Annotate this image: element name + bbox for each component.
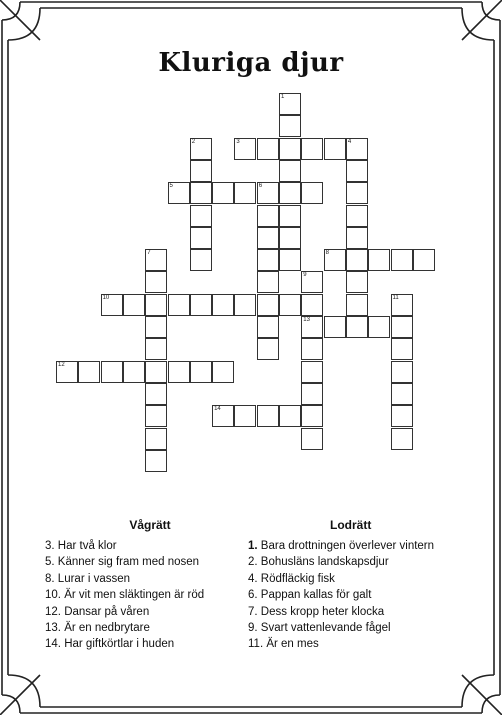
crossword-cell[interactable] (190, 249, 212, 271)
down-clues (248, 518, 458, 653)
crossword-cell[interactable] (257, 138, 279, 160)
crossword-cell[interactable] (145, 271, 167, 293)
across-heading: Vågrätt (129, 518, 171, 532)
crossword-cell[interactable] (391, 428, 413, 450)
clue-down-2 (248, 554, 458, 570)
cell-number: 4 (347, 138, 352, 145)
crossword-cell[interactable] (346, 138, 368, 160)
crossword-cell[interactable] (301, 383, 323, 405)
crossword-cell[interactable] (190, 294, 212, 316)
clue-down-9 (248, 620, 458, 636)
crossword-cell[interactable] (123, 361, 145, 383)
crossword-cell[interactable] (190, 227, 212, 249)
crossword-cell[interactable] (279, 182, 301, 204)
crossword-cell[interactable] (234, 138, 256, 160)
clue-number: 10. (45, 589, 61, 602)
crossword-cell[interactable] (391, 361, 413, 383)
cell-number: 12 (58, 361, 65, 368)
clue-text: Har giftkörtlar i huden (64, 638, 175, 651)
clue-across-10 (45, 587, 255, 603)
crossword-cell[interactable] (324, 138, 346, 160)
crossword-cell[interactable] (346, 205, 368, 227)
crossword-cell[interactable] (101, 361, 123, 383)
crossword-cell[interactable] (168, 294, 190, 316)
crossword-cell[interactable] (168, 361, 190, 383)
crossword-cell[interactable] (301, 428, 323, 450)
crossword-cell[interactable] (123, 294, 145, 316)
clue-text: Bara drottningen överlever vintern (260, 540, 435, 552)
crossword-cell[interactable] (257, 271, 279, 293)
crossword-cell[interactable] (257, 182, 279, 204)
crossword-cell[interactable] (257, 205, 279, 227)
clue-down-6 (248, 587, 458, 603)
cell-number: 10 (102, 294, 110, 301)
crossword-cell[interactable] (279, 93, 301, 115)
clue-text: Är vit men släktingen är röd (64, 589, 205, 602)
cell-number: 9 (303, 272, 307, 279)
crossword-cell[interactable] (346, 182, 368, 204)
clue-down-4 (248, 571, 458, 587)
clue-across-3 (45, 538, 255, 554)
crossword-cell[interactable] (391, 316, 413, 338)
cell-number: 3 (236, 138, 240, 145)
crossword-cell[interactable] (234, 405, 256, 427)
cell-number: 6 (258, 183, 263, 190)
crossword-cell[interactable] (145, 383, 167, 405)
crossword-cell[interactable] (346, 271, 368, 293)
clue-text: Är en mes (266, 638, 319, 651)
clue-down-1 (248, 538, 458, 554)
clue-text: Pappan kallas för galt (260, 589, 372, 602)
crossword-cell[interactable] (190, 160, 212, 182)
down-heading: Lodrätt (330, 518, 372, 532)
cell-number: 2 (191, 138, 196, 145)
clue-text: Lurar i vassen (57, 572, 131, 585)
crossword-cell[interactable] (190, 182, 212, 204)
crossword-cell[interactable] (413, 249, 435, 271)
crossword-cell[interactable] (301, 361, 323, 383)
clue-number: 3. (45, 540, 55, 552)
crossword-cell[interactable] (301, 316, 323, 338)
crossword-cell[interactable] (301, 338, 323, 360)
clue-across-14 (45, 636, 255, 652)
clue-across-5 (45, 554, 255, 570)
crossword-cell[interactable] (257, 338, 279, 360)
crossword-cell[interactable] (279, 160, 301, 182)
clue-number: 2. (248, 556, 258, 569)
clue-number: 7. (248, 605, 258, 618)
crossword-cell[interactable] (279, 205, 301, 227)
clue-number: 1. (248, 540, 258, 552)
clue-text: Känner sig fram med nosen (57, 556, 200, 569)
crossword-cell[interactable] (145, 338, 167, 360)
crossword-cell[interactable] (78, 361, 100, 383)
clue-text: Dess kropp heter klocka (260, 605, 385, 618)
cell-number: 14 (214, 406, 221, 413)
clue-text: Bohusläns landskapsdjur (260, 556, 389, 569)
crossword-cell[interactable] (145, 361, 167, 383)
crossword-cell[interactable] (346, 249, 368, 271)
crossword-cell[interactable] (145, 294, 167, 316)
crossword-cell[interactable] (257, 294, 279, 316)
crossword-cell[interactable] (391, 294, 413, 316)
clue-number: 6. (248, 589, 258, 602)
crossword-cell[interactable] (145, 450, 167, 472)
crossword-cell[interactable] (279, 405, 301, 427)
page-title: Kluriga djur (158, 48, 344, 78)
cell-number: 11 (392, 294, 399, 301)
crossword-cell[interactable] (168, 182, 190, 204)
clue-across-13 (45, 620, 255, 636)
crossword-cell[interactable] (391, 249, 413, 271)
clue-down-7 (248, 604, 458, 620)
crossword-cell[interactable] (101, 294, 123, 316)
cell-number: 1 (281, 94, 285, 100)
clue-number: 14. (45, 638, 61, 651)
clue-number: 11. (248, 638, 264, 651)
crossword-cell[interactable] (257, 405, 279, 427)
crossword-cell[interactable] (190, 361, 212, 383)
cell-number: 13 (303, 317, 310, 323)
clue-number: 12. (45, 605, 61, 618)
crossword-cell[interactable] (257, 249, 279, 271)
cell-number: 7 (147, 250, 151, 257)
crossword-cell[interactable] (324, 249, 346, 271)
clue-number: 4. (248, 572, 258, 585)
clue-number: 9. (248, 621, 258, 634)
crossword-cell[interactable] (56, 361, 78, 383)
clue-text: Svart vattenlevande fågel (260, 621, 391, 634)
crossword-cell[interactable] (368, 249, 390, 271)
clue-number: 8. (45, 572, 55, 585)
clue-text: Har två klor (57, 540, 117, 552)
cell-number: 8 (325, 250, 329, 257)
crossword-cell[interactable] (279, 115, 301, 137)
crossword-cell[interactable] (145, 249, 167, 271)
clue-across-12 (45, 604, 255, 620)
crossword-cell[interactable] (346, 160, 368, 182)
clue-across-8 (45, 571, 255, 587)
crossword-cell[interactable] (279, 227, 301, 249)
crossword-cell[interactable] (257, 316, 279, 338)
crossword-cell[interactable] (301, 405, 323, 427)
crossword-cell[interactable] (368, 316, 390, 338)
clue-down-11 (248, 636, 458, 652)
crossword-cell[interactable] (324, 316, 346, 338)
crossword-cell[interactable] (301, 294, 323, 316)
clue-text: Dansar på våren (64, 605, 150, 618)
crossword-cell[interactable] (212, 294, 234, 316)
crossword-cell[interactable] (301, 271, 323, 293)
crossword-cell[interactable] (234, 182, 256, 204)
crossword-cell[interactable] (145, 316, 167, 338)
crossword-cell[interactable] (234, 294, 256, 316)
cell-number: 5 (169, 183, 173, 190)
crossword-cell[interactable] (346, 316, 368, 338)
crossword-cell[interactable] (279, 249, 301, 271)
crossword-cell[interactable] (301, 138, 323, 160)
crossword-cell[interactable] (301, 182, 323, 204)
crossword-cell[interactable] (212, 361, 234, 383)
clue-text: Är en nedbrytare (64, 621, 150, 634)
crossword-cell[interactable] (391, 383, 413, 405)
crossword-cell[interactable] (391, 405, 413, 427)
crossword-cell[interactable] (346, 294, 368, 316)
crossword-cell[interactable] (257, 227, 279, 249)
crossword-cell[interactable] (145, 428, 167, 450)
crossword-cell[interactable] (391, 338, 413, 360)
crossword-cell[interactable] (212, 405, 234, 427)
crossword-cell[interactable] (190, 205, 212, 227)
clue-number: 5. (45, 556, 55, 569)
clue-number: 13. (45, 621, 61, 634)
crossword-cell[interactable] (212, 182, 234, 204)
across-clues (45, 518, 255, 653)
clue-text: Rödfläckig fisk (260, 572, 335, 585)
crossword-cell[interactable] (279, 138, 301, 160)
crossword-cell[interactable] (279, 294, 301, 316)
crossword-cell[interactable] (145, 405, 167, 427)
crossword-cell[interactable] (190, 138, 212, 160)
crossword-cell[interactable] (346, 227, 368, 249)
